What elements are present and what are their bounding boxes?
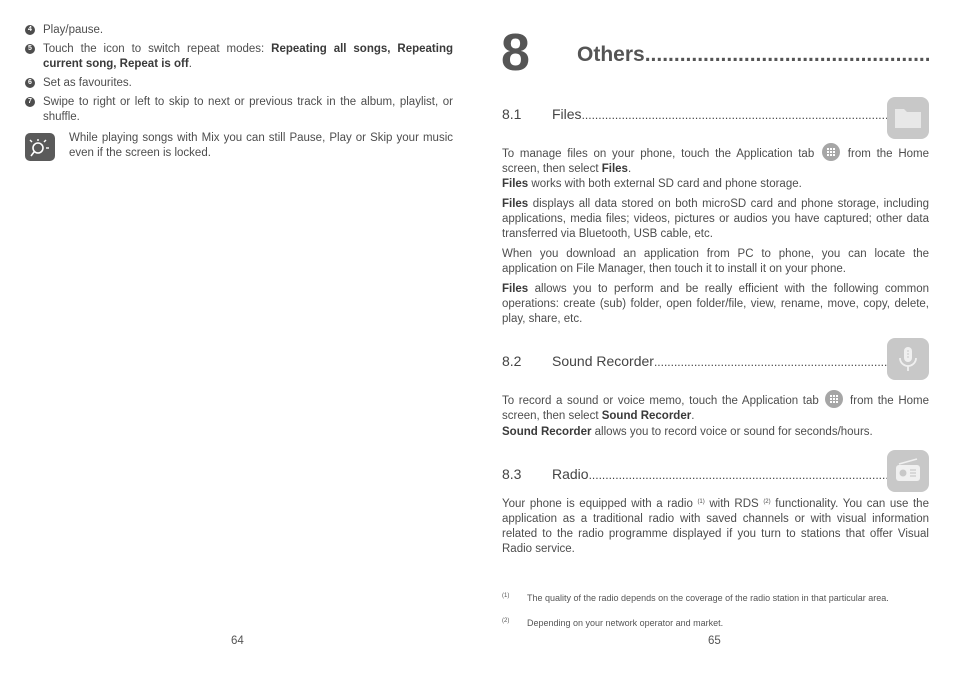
section-heading-sound-recorder [502, 352, 887, 371]
bullet-number: 4 [25, 25, 35, 35]
files-paragraph-1 [502, 143, 929, 177]
footnote [502, 593, 929, 604]
paragraph-bold: Sound Recorder [502, 426, 592, 438]
page-number: 64 [231, 635, 244, 647]
section-number: 8.3 [502, 466, 522, 482]
paragraph-text: functionality. You can use the application as a traditional radio with saved channels or with visual information related to the radio programme displayed if you turn to stations that offer Visual Radio service. [502, 498, 929, 555]
files-paragraph-5 [502, 282, 929, 327]
footnote-mark: (1) [502, 593, 510, 599]
list-item [25, 42, 453, 72]
radio-icon [887, 450, 929, 492]
paragraph-bold: Files [601, 163, 628, 175]
list-item [25, 95, 453, 125]
folder-icon [887, 97, 929, 139]
chapter-title-text: Others [577, 43, 645, 66]
chapter-title [577, 42, 929, 68]
paragraph-text: with RDS [704, 498, 764, 510]
tip-box [25, 131, 453, 161]
section-title: Sound Recorder ..... [552, 353, 887, 369]
paragraph-text: displays all data stored on both microSD card and phone storage, including applications, media files; videos, pictures or audios you have captured; other data transferred via Bluetooth, USB cable, etc. [502, 198, 929, 240]
section-title: Radio ..... [552, 466, 887, 482]
footnote-ref: (2) [763, 499, 771, 505]
paragraph-text: allows you to record voice or sound for seconds/hours. [591, 426, 873, 438]
bullet-text: Set as favourites. [43, 77, 132, 89]
page-number: 65 [708, 635, 721, 647]
footnote-text: The quality of the radio depends on the coverage of the radio station in that particular area. [527, 593, 889, 603]
bullet-text: Swipe to right or left to skip to next or previous track in the album, playlist, or shuffle. [43, 96, 453, 123]
microphone-icon [887, 338, 929, 380]
section-number: 8.2 [502, 353, 522, 369]
paragraph-bold: Files [502, 283, 529, 295]
paragraph-text: allows you to perform and be really efficient with the following common operations: create (sub) folder, open folder/file, view, rename, move, copy, delete, play, share, etc. [502, 283, 929, 325]
app-drawer-icon [822, 143, 840, 161]
radio-paragraph-1 [502, 497, 929, 557]
bullet-text: Play/pause. [43, 24, 104, 36]
paragraph-text: works with both external SD card and phone storage. [528, 178, 802, 190]
paragraph-text: . [627, 163, 632, 175]
bullet-text-end: . [188, 58, 192, 70]
sound-recorder-paragraph-2 [502, 425, 929, 440]
files-paragraph-3 [502, 197, 929, 242]
section-number: 8.1 [502, 106, 522, 122]
list-item [25, 23, 453, 38]
list-item [25, 76, 453, 91]
footnote [502, 618, 929, 629]
files-paragraph-4 [502, 247, 929, 277]
paragraph-bold: Files [502, 178, 529, 190]
bullet-list [25, 23, 453, 129]
chapter-number: 8 [501, 24, 530, 82]
files-paragraph-2 [502, 177, 929, 192]
paragraph-text: . [691, 410, 695, 422]
paragraph-bold: Sound Recorder [601, 410, 692, 422]
sound-recorder-paragraph-1 [502, 390, 929, 424]
paragraph-text: When you download an application from PC to phone, you can locate the application on File Manager, then touch it to install it on your phone. [502, 248, 929, 275]
bullet-text: Touch the icon to switch repeat modes: [43, 43, 272, 55]
footnote-mark: (2) [502, 618, 510, 624]
paragraph-text: Your phone is equipped with a radio [502, 498, 698, 510]
section-title: Files ..... [552, 106, 887, 122]
bullet-number: 7 [25, 97, 35, 107]
footnote-text: Depending on your network operator and market. [527, 618, 724, 628]
lightbulb-icon [25, 133, 55, 161]
bullet-text-bold: Repeating all songs, Repeating current song, Repeat is off [43, 43, 453, 70]
paragraph-text: from the Home screen, then select [502, 148, 930, 175]
bullet-number: 5 [25, 44, 35, 54]
section-heading-files [502, 105, 887, 124]
paragraph-text: To record a sound or voice memo, touch the Application tab [502, 395, 824, 407]
tip-text: While playing songs with Mix you can still Pause, Play or Skip your music even if the screen is locked. [69, 132, 453, 159]
app-drawer-icon [825, 390, 843, 408]
paragraph-bold: Files [502, 198, 529, 210]
bullet-number: 6 [25, 78, 35, 88]
paragraph-text: To manage files on your phone, touch the Application tab [502, 148, 821, 160]
paragraph-text: from the Home screen, then select [502, 395, 929, 422]
right-page [477, 0, 954, 678]
footnote-ref: (1) [697, 499, 705, 505]
section-heading-radio [502, 465, 887, 484]
